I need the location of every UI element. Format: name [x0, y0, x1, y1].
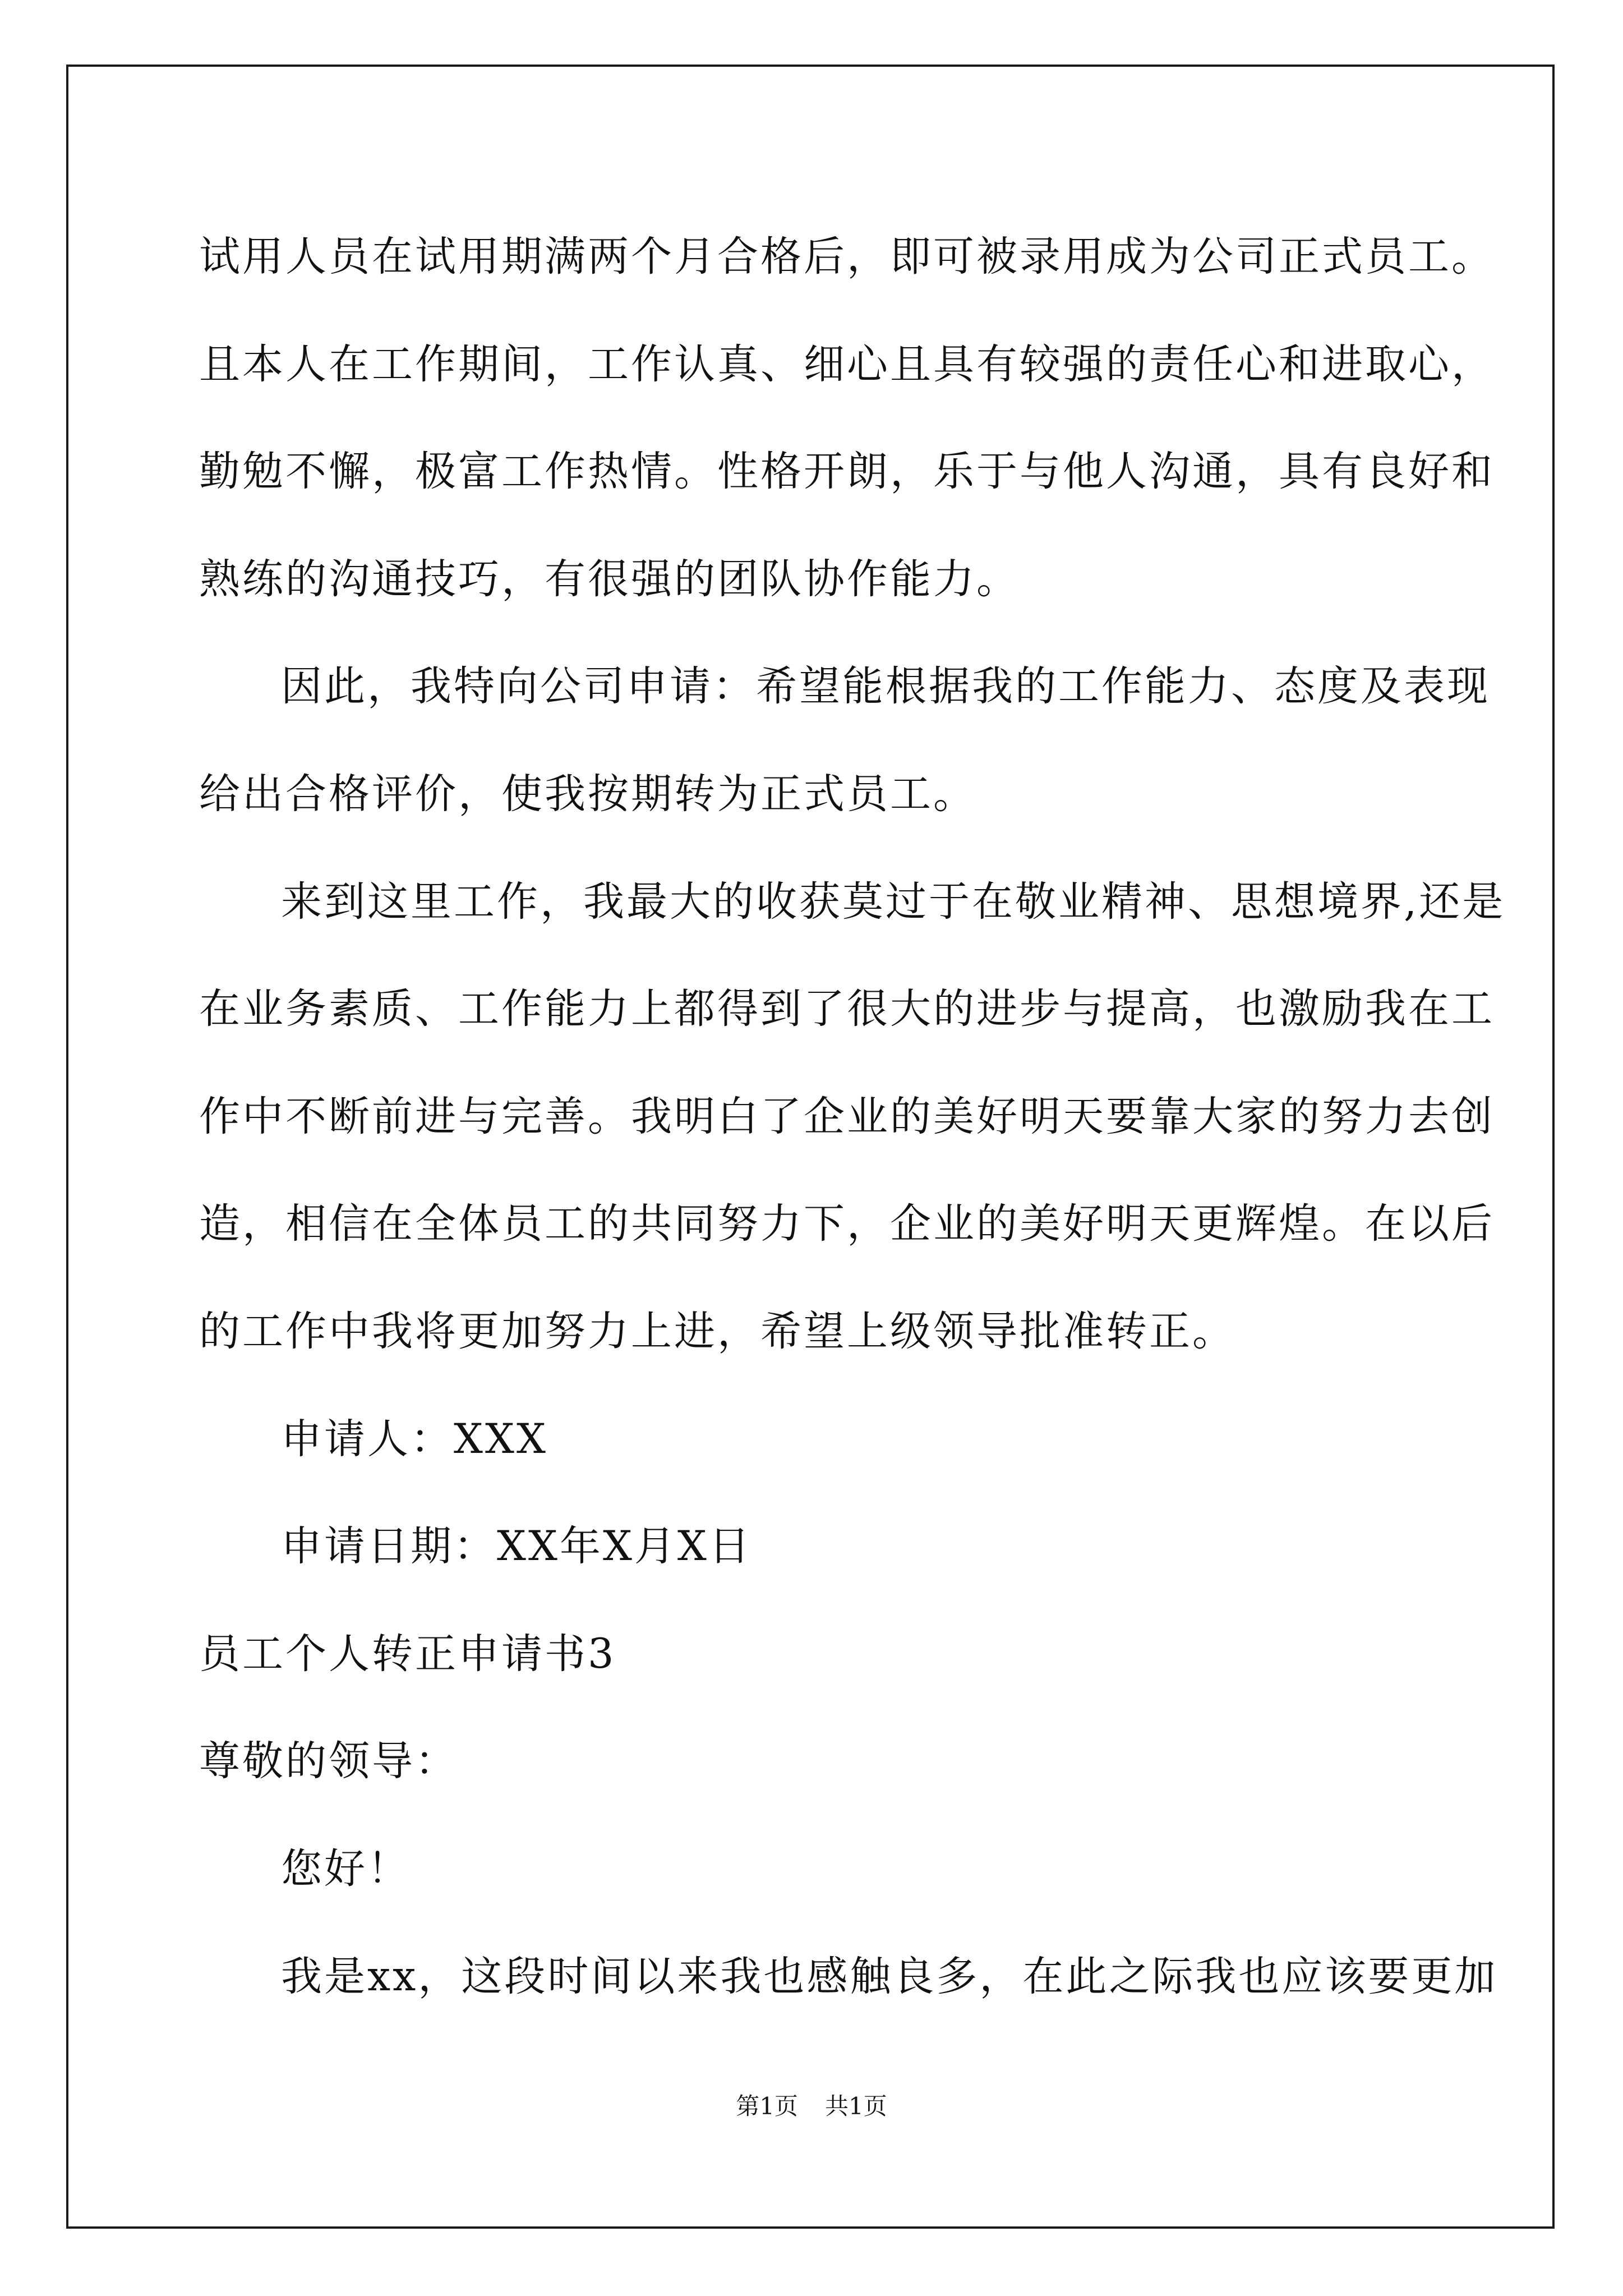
salutation: 尊敬的领导：	[199, 1737, 458, 1786]
applicant-line: 申请人：XXX	[281, 1415, 548, 1463]
page-footer	[0, 2088, 1623, 2122]
body-line-8: 在业务素质、工作能力上都得到了很大的进步与提高，也激励我在工	[199, 985, 1495, 1033]
body-line-2: 且本人在工作期间，工作认真、细心且具有较强的责任心和进取心，	[199, 340, 1495, 388]
body-line-5: 因此，我特向公司申请：希望能根据我的工作能力、态度及表现	[281, 662, 1490, 711]
document-body	[199, 203, 1506, 2030]
application-date-line: 申请日期：XX年X月X日	[281, 1522, 752, 1571]
body-line-10: 造，相信在全体员工的共同努力下，企业的美好明天更辉煌。在以后	[199, 1200, 1495, 1248]
body-line-7: 来到这里工作，我最大的收获莫过于在敬业精神、思想境界,还是	[281, 877, 1506, 926]
body-line-3: 勤勉不懈，极富工作热情。性格开朗，乐于与他人沟通，具有良好和	[199, 448, 1495, 496]
page-total: 共1页	[825, 2092, 887, 2120]
body-line-9: 作中不断前进与完善。我明白了企业的美好明天要靠大家的努力去创	[199, 1092, 1495, 1140]
greeting: 您好！	[281, 1844, 411, 1893]
body-line-6: 给出合格评价，使我按期转为正式员工。	[199, 770, 976, 818]
section-title: 员工个人转正申请书3	[199, 1630, 616, 1678]
body-line-11: 的工作中我将更加努力上进，希望上级领导批准转正。	[199, 1307, 1235, 1355]
body-line-17: 我是xx，这段时间以来我也感触良多，在此之际我也应该要更加	[281, 1952, 1498, 2000]
body-line-1: 试用人员在试用期满两个月合格后，即可被录用成为公司正式员工。	[199, 233, 1495, 280]
body-line-4: 熟练的沟通技巧，有很强的团队协作能力。	[199, 555, 1020, 603]
page-number: 第1页	[736, 2092, 798, 2120]
